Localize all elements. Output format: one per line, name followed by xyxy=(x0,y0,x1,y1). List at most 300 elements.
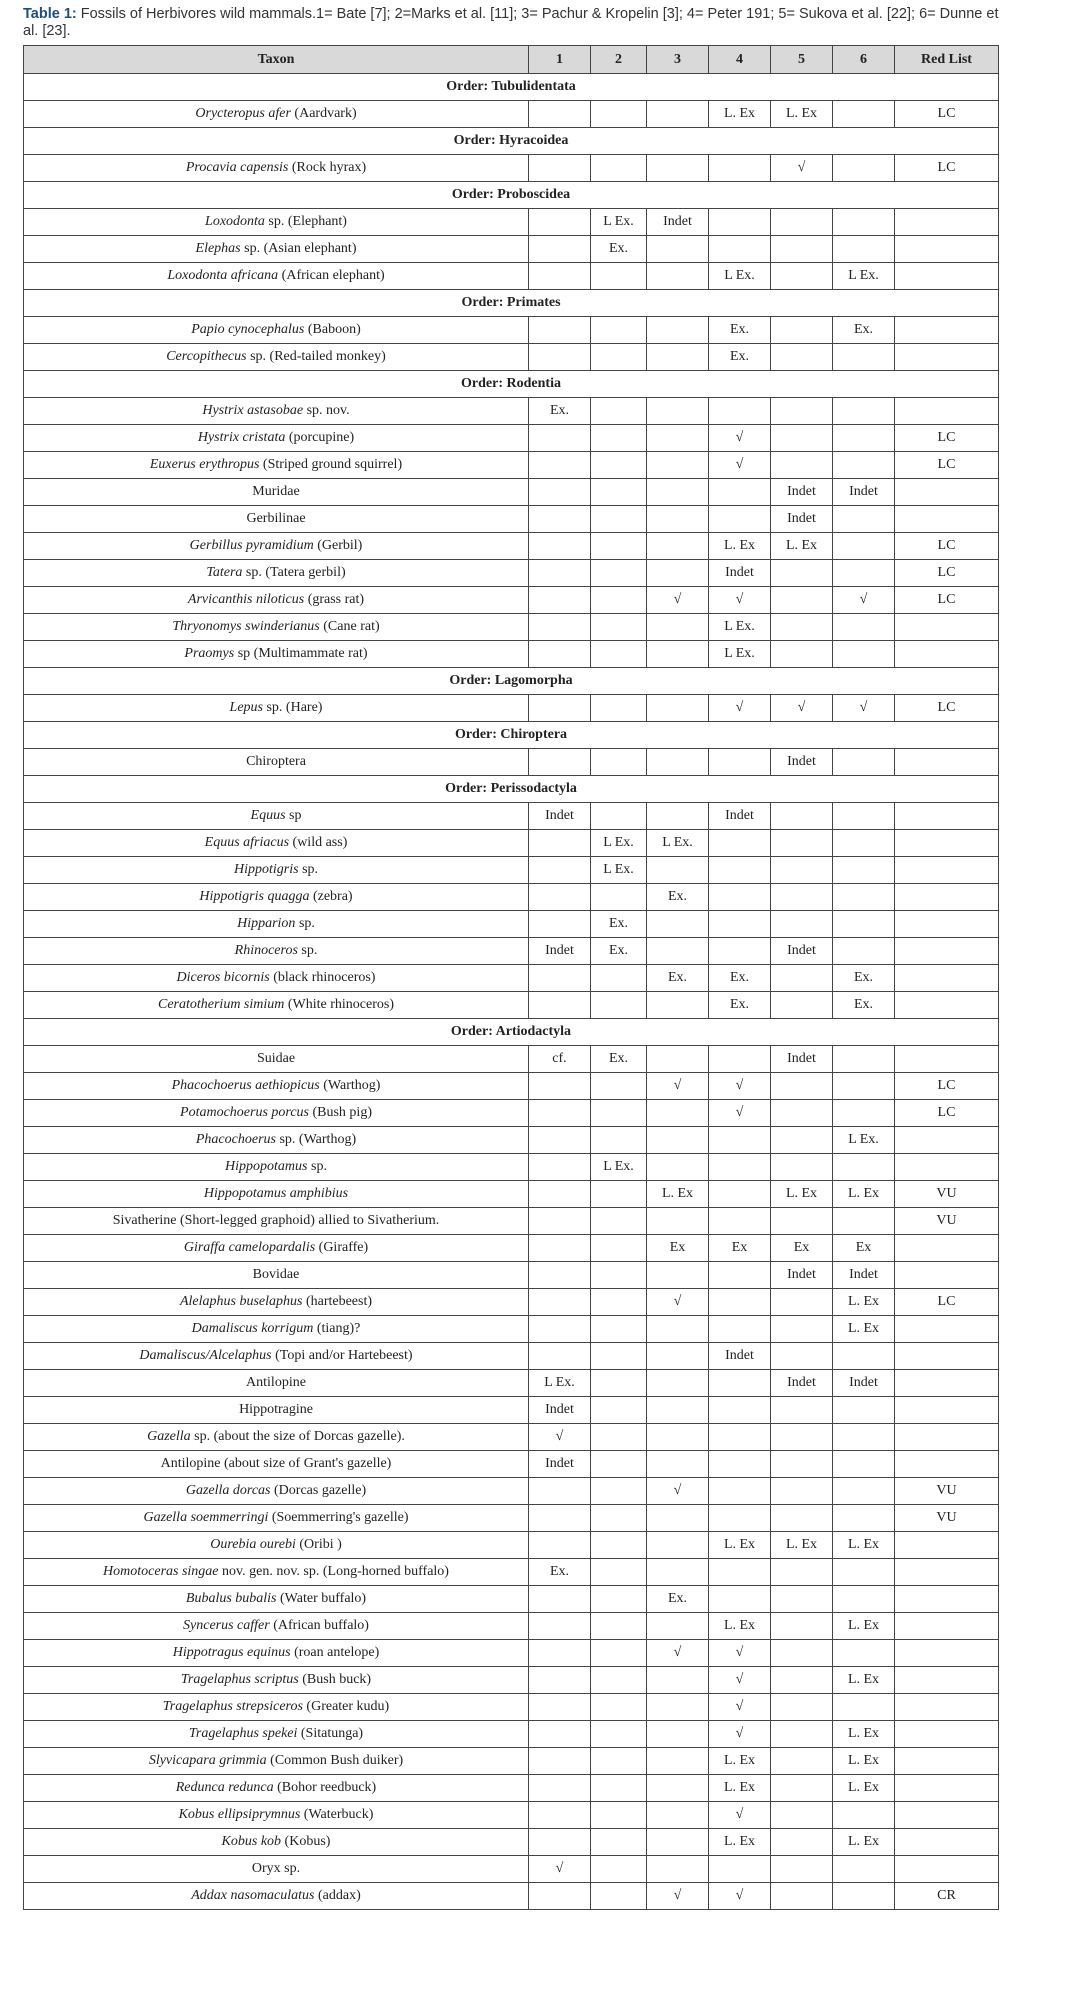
taxon-scientific-name: Equus xyxy=(250,808,286,823)
source-5-cell xyxy=(771,1208,833,1235)
source-5-cell: Indet xyxy=(771,1370,833,1397)
source-1-cell xyxy=(529,1073,591,1100)
source-5-cell xyxy=(771,1883,833,1910)
taxon-cell xyxy=(24,1424,529,1451)
taxon-common-name: (African buffalo) xyxy=(269,1618,369,1633)
source-1-cell xyxy=(529,614,591,641)
source-5-cell xyxy=(771,830,833,857)
taxon-cell xyxy=(24,1748,529,1775)
taxon-scientific-name: Potamochoerus porcus xyxy=(180,1105,309,1120)
source-6-cell xyxy=(833,1640,895,1667)
order-heading: Order: Artiodactyla xyxy=(24,1019,999,1046)
source-6-cell: L. Ex xyxy=(833,1532,895,1559)
order-heading: Order: Perissodactyla xyxy=(24,776,999,803)
red-list-cell xyxy=(895,1343,999,1370)
source-3-cell xyxy=(647,1154,709,1181)
source-1-cell xyxy=(529,479,591,506)
taxon-scientific-name: Tragelaphus scriptus xyxy=(180,1672,299,1687)
source-5-cell xyxy=(771,1316,833,1343)
source-4-cell xyxy=(709,1478,771,1505)
red-list-cell xyxy=(895,884,999,911)
source-6-cell xyxy=(833,344,895,371)
red-list-cell xyxy=(895,263,999,290)
source-5-cell xyxy=(771,614,833,641)
source-5-cell xyxy=(771,884,833,911)
source-3-cell xyxy=(647,1559,709,1586)
source-3-cell xyxy=(647,425,709,452)
source-6-cell xyxy=(833,1586,895,1613)
source-2-cell xyxy=(591,1613,647,1640)
source-2-cell xyxy=(591,1748,647,1775)
taxon-cell xyxy=(24,749,529,776)
source-4-cell: L. Ex xyxy=(709,533,771,560)
source-3-cell xyxy=(647,398,709,425)
taxon-common-name: Oryx sp. xyxy=(251,1861,301,1876)
taxon-scientific-name: Thryonomys swinderianus xyxy=(172,619,320,634)
taxon-scientific-name: Gerbillus pyramidium xyxy=(189,538,314,553)
order-heading: Order: Proboscidea xyxy=(24,182,999,209)
taxon-common-name: (wild ass) xyxy=(289,835,348,850)
fossils-table xyxy=(23,45,999,1910)
source-6-cell xyxy=(833,1883,895,1910)
source-6-cell xyxy=(833,1397,895,1424)
red-list-cell xyxy=(895,911,999,938)
source-1-cell xyxy=(529,830,591,857)
table-row xyxy=(24,1424,999,1451)
taxon-common-name: Sivatherine (Short-legged graphoid) allied to Sivatherium. xyxy=(112,1213,440,1228)
taxon-scientific-name: Addax nasomaculatus xyxy=(191,1888,315,1903)
source-5-cell xyxy=(771,1802,833,1829)
table-row xyxy=(24,641,999,668)
source-1-cell xyxy=(529,1667,591,1694)
table-row xyxy=(24,938,999,965)
source-5-cell xyxy=(771,587,833,614)
red-list-cell xyxy=(895,1775,999,1802)
red-list-cell: LC xyxy=(895,533,999,560)
taxon-common-name: (Oribi ) xyxy=(295,1537,342,1552)
source-4-cell: √ xyxy=(709,1802,771,1829)
order-row xyxy=(24,74,999,101)
table-row xyxy=(24,1613,999,1640)
order-row xyxy=(24,1019,999,1046)
source-3-cell: Ex xyxy=(647,1235,709,1262)
red-list-cell xyxy=(895,1154,999,1181)
source-5-cell xyxy=(771,1451,833,1478)
red-list-cell xyxy=(895,1262,999,1289)
source-3-cell xyxy=(647,1505,709,1532)
source-1-cell: L Ex. xyxy=(529,1370,591,1397)
table-row xyxy=(24,1262,999,1289)
source-4-cell xyxy=(709,1424,771,1451)
source-6-cell xyxy=(833,1802,895,1829)
taxon-cell xyxy=(24,1451,529,1478)
red-list-cell xyxy=(895,1559,999,1586)
source-4-cell xyxy=(709,1397,771,1424)
red-list-cell xyxy=(895,1829,999,1856)
source-6-cell: Ex. xyxy=(833,992,895,1019)
source-5-cell xyxy=(771,1289,833,1316)
source-2-cell xyxy=(591,1694,647,1721)
taxon-scientific-name: Phacochoerus xyxy=(195,1132,276,1147)
table-row xyxy=(24,1181,999,1208)
source-4-cell xyxy=(709,1262,771,1289)
source-5-cell: Indet xyxy=(771,506,833,533)
source-1-cell xyxy=(529,1694,591,1721)
source-3-cell xyxy=(647,1424,709,1451)
source-2-cell xyxy=(591,1586,647,1613)
red-list-cell xyxy=(895,236,999,263)
source-1-cell xyxy=(529,1100,591,1127)
source-2-cell xyxy=(591,1667,647,1694)
source-6-cell: Ex. xyxy=(833,317,895,344)
source-1-cell xyxy=(529,1802,591,1829)
source-1-cell xyxy=(529,641,591,668)
taxon-common-name: (Topi and/or Hartebeest) xyxy=(271,1348,413,1363)
source-6-cell xyxy=(833,533,895,560)
source-1-cell xyxy=(529,1478,591,1505)
source-6-cell: L. Ex xyxy=(833,1289,895,1316)
source-2-cell xyxy=(591,1370,647,1397)
table-row xyxy=(24,1667,999,1694)
header-row xyxy=(24,46,999,74)
source-5-cell: Indet xyxy=(771,749,833,776)
taxon-scientific-name: Tragelaphus spekei xyxy=(188,1726,298,1741)
source-3-cell xyxy=(647,101,709,128)
red-list-cell: LC xyxy=(895,560,999,587)
table-row xyxy=(24,1505,999,1532)
source-3-cell xyxy=(647,1829,709,1856)
source-6-cell xyxy=(833,425,895,452)
taxon-cell xyxy=(24,344,529,371)
taxon-cell xyxy=(24,425,529,452)
source-6-cell xyxy=(833,155,895,182)
source-1-cell xyxy=(529,560,591,587)
taxon-scientific-name: Cercopithecus xyxy=(166,349,247,364)
source-6-cell xyxy=(833,803,895,830)
taxon-cell xyxy=(24,1856,529,1883)
source-4-cell xyxy=(709,830,771,857)
source-1-cell xyxy=(529,1208,591,1235)
source-1-cell xyxy=(529,857,591,884)
header-source-3: 3 xyxy=(647,46,709,74)
source-2-cell xyxy=(591,1640,647,1667)
table-row xyxy=(24,1829,999,1856)
taxon-scientific-name: Slyvicapara grimmia xyxy=(148,1753,267,1768)
source-1-cell xyxy=(529,1235,591,1262)
order-heading: Order: Hyracoidea xyxy=(24,128,999,155)
source-1-cell xyxy=(529,1640,591,1667)
source-2-cell xyxy=(591,425,647,452)
source-1-cell xyxy=(529,1262,591,1289)
table-row xyxy=(24,1559,999,1586)
source-4-cell: Ex. xyxy=(709,344,771,371)
source-2-cell: Ex. xyxy=(591,236,647,263)
taxon-scientific-name: Gazella dorcas xyxy=(185,1483,271,1498)
source-1-cell xyxy=(529,695,591,722)
source-4-cell xyxy=(709,155,771,182)
source-1-cell xyxy=(529,1289,591,1316)
source-4-cell xyxy=(709,1586,771,1613)
source-3-cell xyxy=(647,479,709,506)
taxon-scientific-name: Damaliscus/Alcelaphus xyxy=(139,1348,272,1363)
source-6-cell: √ xyxy=(833,695,895,722)
table-row xyxy=(24,1721,999,1748)
source-4-cell: Ex. xyxy=(709,965,771,992)
source-1-cell xyxy=(529,1316,591,1343)
source-2-cell xyxy=(591,533,647,560)
taxon-common-name: Hippotragine xyxy=(239,1402,313,1417)
header-source-5: 5 xyxy=(771,46,833,74)
source-6-cell xyxy=(833,1856,895,1883)
taxon-cell xyxy=(24,1289,529,1316)
red-list-cell xyxy=(895,938,999,965)
order-row xyxy=(24,182,999,209)
source-1-cell xyxy=(529,209,591,236)
source-4-cell: L. Ex xyxy=(709,1532,771,1559)
red-list-cell xyxy=(895,965,999,992)
source-1-cell xyxy=(529,1181,591,1208)
header-source-1: 1 xyxy=(529,46,591,74)
source-2-cell xyxy=(591,317,647,344)
table-row xyxy=(24,1451,999,1478)
header-source-2: 2 xyxy=(591,46,647,74)
source-1-cell xyxy=(529,101,591,128)
red-list-cell xyxy=(895,1613,999,1640)
taxon-scientific-name: Damaliscus korrigum xyxy=(191,1321,314,1336)
table-caption xyxy=(23,6,1003,40)
red-list-cell xyxy=(895,1316,999,1343)
taxon-cell xyxy=(24,1100,529,1127)
taxon-cell xyxy=(24,857,529,884)
source-6-cell: √ xyxy=(833,587,895,614)
taxon-common-name: Bovidae xyxy=(252,1267,300,1282)
source-3-cell xyxy=(647,1370,709,1397)
source-5-cell xyxy=(771,1100,833,1127)
source-1-cell xyxy=(529,884,591,911)
red-list-cell xyxy=(895,803,999,830)
source-2-cell xyxy=(591,641,647,668)
taxon-scientific-name: Hippotragus equinus xyxy=(172,1645,291,1660)
source-4-cell xyxy=(709,857,771,884)
red-list-cell xyxy=(895,1640,999,1667)
taxon-common-name: (Soemmerring's gazelle) xyxy=(268,1510,409,1525)
taxon-cell xyxy=(24,587,529,614)
source-4-cell: L. Ex xyxy=(709,1829,771,1856)
source-2-cell xyxy=(591,1559,647,1586)
source-2-cell xyxy=(591,1532,647,1559)
taxon-cell xyxy=(24,155,529,182)
source-1-cell xyxy=(529,1721,591,1748)
source-4-cell xyxy=(709,1154,771,1181)
source-2-cell xyxy=(591,1829,647,1856)
taxon-cell xyxy=(24,614,529,641)
source-1-cell xyxy=(529,749,591,776)
source-1-cell: √ xyxy=(529,1424,591,1451)
source-2-cell xyxy=(591,884,647,911)
taxon-cell xyxy=(24,1721,529,1748)
source-3-cell xyxy=(647,506,709,533)
source-1-cell: cf. xyxy=(529,1046,591,1073)
order-heading: Order: Primates xyxy=(24,290,999,317)
source-4-cell: L. Ex xyxy=(709,1748,771,1775)
source-1-cell xyxy=(529,1748,591,1775)
table-row xyxy=(24,1397,999,1424)
header-taxon: Taxon xyxy=(24,46,529,74)
source-4-cell xyxy=(709,1856,771,1883)
source-1-cell xyxy=(529,263,591,290)
table-row xyxy=(24,263,999,290)
source-5-cell: L. Ex xyxy=(771,1181,833,1208)
source-6-cell: L. Ex xyxy=(833,1613,895,1640)
source-1-cell xyxy=(529,911,591,938)
taxon-common-name: (Baboon) xyxy=(304,322,361,337)
taxon-cell xyxy=(24,938,529,965)
source-2-cell xyxy=(591,1478,647,1505)
source-1-cell xyxy=(529,236,591,263)
red-list-cell xyxy=(895,209,999,236)
red-list-cell xyxy=(895,830,999,857)
source-6-cell xyxy=(833,884,895,911)
source-4-cell xyxy=(709,1046,771,1073)
source-3-cell xyxy=(647,1127,709,1154)
taxon-common-name: (Bush buck) xyxy=(298,1672,372,1687)
source-2-cell xyxy=(591,1424,647,1451)
taxon-common-name: (Bohor reedbuck) xyxy=(273,1780,377,1795)
taxon-scientific-name: Praomys xyxy=(184,646,235,661)
red-list-cell: VU xyxy=(895,1505,999,1532)
source-1-cell: Indet xyxy=(529,1397,591,1424)
taxon-cell xyxy=(24,1883,529,1910)
taxon-common-name: (Water buffalo) xyxy=(276,1591,367,1606)
table-row xyxy=(24,830,999,857)
source-4-cell xyxy=(709,938,771,965)
source-6-cell xyxy=(833,236,895,263)
source-3-cell xyxy=(647,1694,709,1721)
taxon-scientific-name: Papio cynocephalus xyxy=(191,322,305,337)
source-4-cell xyxy=(709,1289,771,1316)
source-6-cell xyxy=(833,1154,895,1181)
table-row xyxy=(24,209,999,236)
source-3-cell xyxy=(647,803,709,830)
taxon-scientific-name: Syncerus caffer xyxy=(183,1618,270,1633)
source-2-cell xyxy=(591,1343,647,1370)
taxon-common-name: Gerbilinae xyxy=(246,511,306,526)
taxon-cell xyxy=(24,452,529,479)
source-2-cell xyxy=(591,695,647,722)
source-6-cell: L. Ex xyxy=(833,1316,895,1343)
source-1-cell: Ex. xyxy=(529,398,591,425)
red-list-cell: CR xyxy=(895,1883,999,1910)
table-row xyxy=(24,452,999,479)
source-2-cell xyxy=(591,1073,647,1100)
taxon-scientific-name: Redunca redunca xyxy=(175,1780,274,1795)
source-3-cell xyxy=(647,1532,709,1559)
taxon-cell xyxy=(24,641,529,668)
source-4-cell xyxy=(709,479,771,506)
source-3-cell xyxy=(647,1397,709,1424)
source-1-cell xyxy=(529,533,591,560)
taxon-cell xyxy=(24,1532,529,1559)
taxon-cell xyxy=(24,1694,529,1721)
source-6-cell xyxy=(833,1559,895,1586)
red-list-cell: LC xyxy=(895,1100,999,1127)
table-row xyxy=(24,1289,999,1316)
source-3-cell: Ex. xyxy=(647,1586,709,1613)
source-5-cell xyxy=(771,1478,833,1505)
taxon-scientific-name: Euxerus erythropus xyxy=(149,457,260,472)
taxon-common-name: (addax) xyxy=(314,1888,361,1903)
source-4-cell: √ xyxy=(709,695,771,722)
source-6-cell xyxy=(833,398,895,425)
table-row xyxy=(24,533,999,560)
taxon-common-name: (grass rat) xyxy=(304,592,365,607)
source-5-cell xyxy=(771,1667,833,1694)
source-2-cell xyxy=(591,1235,647,1262)
source-6-cell xyxy=(833,1073,895,1100)
source-1-cell: Ex. xyxy=(529,1559,591,1586)
table-caption-text: Fossils of Herbivores wild mammals.1= Bate [7]; 2=Marks et al. [11]; 3= Pachur & Kropelin [3]; 4= Peter 191; 5= Sukova et al. [22]; 6= Dunne et al. [23]. xyxy=(23,6,999,39)
taxon-common-name: sp. (Elephant) xyxy=(264,214,347,229)
red-list-cell xyxy=(895,1856,999,1883)
table-row xyxy=(24,1073,999,1100)
source-2-cell: L Ex. xyxy=(591,209,647,236)
taxon-cell xyxy=(24,1370,529,1397)
source-3-cell: L. Ex xyxy=(647,1181,709,1208)
red-list-cell xyxy=(895,1721,999,1748)
source-2-cell xyxy=(591,965,647,992)
taxon-scientific-name: Arvicanthis niloticus xyxy=(187,592,305,607)
source-4-cell: L Ex. xyxy=(709,614,771,641)
red-list-cell: LC xyxy=(895,101,999,128)
source-5-cell xyxy=(771,803,833,830)
taxon-common-name: sp. (Hare) xyxy=(262,700,323,715)
taxon-cell xyxy=(24,1262,529,1289)
source-5-cell xyxy=(771,1127,833,1154)
taxon-cell xyxy=(24,506,529,533)
table-row xyxy=(24,965,999,992)
source-1-cell: Indet xyxy=(529,803,591,830)
source-3-cell: √ xyxy=(647,1073,709,1100)
table-row xyxy=(24,560,999,587)
source-6-cell: Ex. xyxy=(833,965,895,992)
table-row xyxy=(24,884,999,911)
taxon-common-name: Antilopine xyxy=(246,1375,306,1390)
taxon-cell xyxy=(24,1478,529,1505)
taxon-cell xyxy=(24,1235,529,1262)
source-1-cell xyxy=(529,1127,591,1154)
taxon-common-name: (Greater kudu) xyxy=(302,1699,390,1714)
source-4-cell xyxy=(709,911,771,938)
source-5-cell xyxy=(771,1424,833,1451)
source-6-cell: L Ex. xyxy=(833,263,895,290)
taxon-common-name: Antilopine (about size of Grant's gazelle) xyxy=(160,1456,392,1471)
taxon-common-name: Suidae xyxy=(256,1051,296,1066)
order-heading: Order: Rodentia xyxy=(24,371,999,398)
source-2-cell xyxy=(591,1262,647,1289)
taxon-cell xyxy=(24,1775,529,1802)
source-1-cell xyxy=(529,992,591,1019)
source-3-cell xyxy=(647,695,709,722)
source-2-cell xyxy=(591,1181,647,1208)
taxon-cell xyxy=(24,1802,529,1829)
source-4-cell: √ xyxy=(709,1721,771,1748)
taxon-cell xyxy=(24,1208,529,1235)
source-2-cell xyxy=(591,452,647,479)
source-5-cell xyxy=(771,236,833,263)
taxon-common-name: sp. xyxy=(297,943,318,958)
source-2-cell xyxy=(591,398,647,425)
source-3-cell xyxy=(647,641,709,668)
